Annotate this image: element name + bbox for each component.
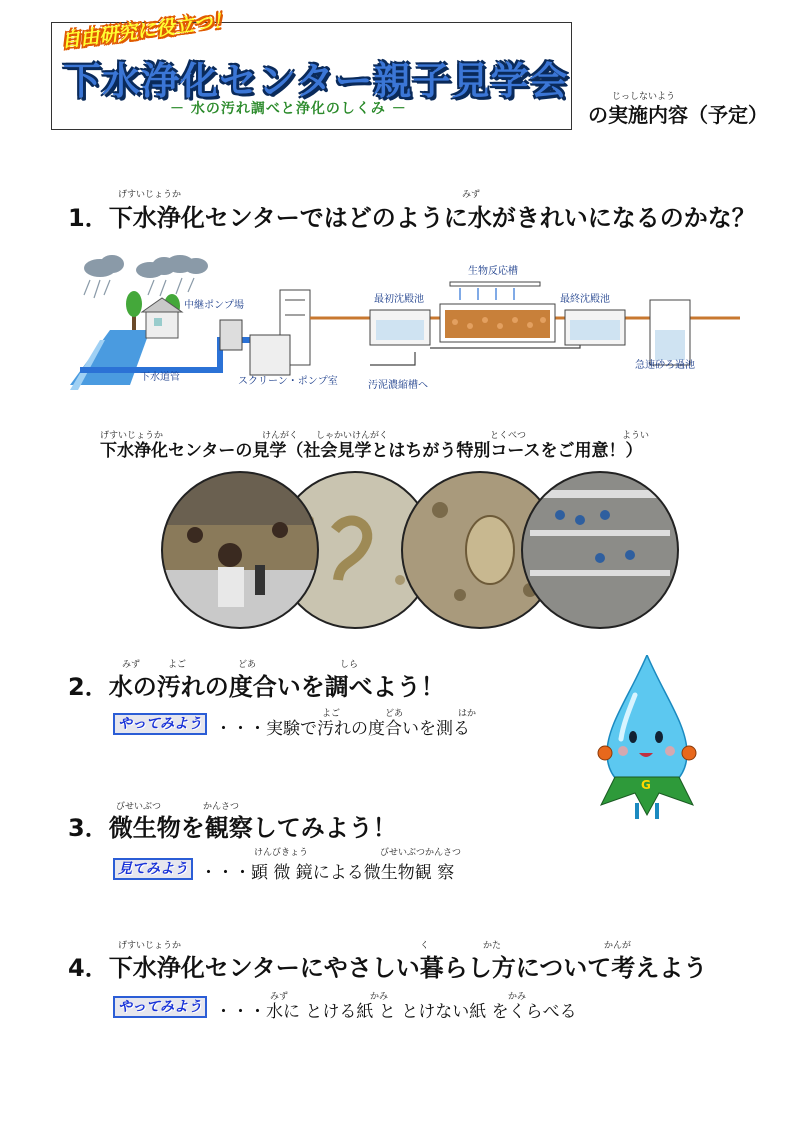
- s4-act-ruby-3: かみ: [508, 992, 527, 1002]
- label-screen-pump: スクリーン・ポンプ室: [238, 376, 338, 387]
- s2-ruby-2: よご: [168, 660, 187, 670]
- s1-ruby-a: げすいじょうか: [118, 190, 182, 200]
- s4-ruby-1: げすいじょうか: [118, 941, 182, 951]
- photo-collage: [160, 470, 680, 630]
- section3-activity: ・・・顕 微 鏡による微生物観 察: [200, 863, 455, 883]
- label-bio-tank: 生物反応槽: [468, 266, 518, 277]
- caption-ruby-5: ようい: [622, 431, 650, 441]
- caption-ruby-3: しゃかいけんがく: [316, 431, 389, 441]
- page-title: 下水浄化センター親子見学会: [63, 59, 569, 103]
- section2-heading: 2．水の汚れの度合いを調べよう！: [68, 673, 445, 701]
- s2-ruby-3: どあ: [238, 660, 257, 670]
- section1-heading: 1．下水浄化センターではどのように水がきれいになるのかな？: [68, 204, 756, 232]
- label-relay-pump: 中継ポンプ場: [184, 300, 244, 311]
- label-sludge: 汚泥濃縮槽へ: [368, 380, 428, 391]
- label-final-tank: 最終沈殿池: [560, 294, 610, 305]
- s2-act-ruby-2: どあ: [385, 709, 404, 719]
- caption-ruby-4: とくべつ: [490, 431, 527, 441]
- s3-ruby-1: びせいぶつ: [116, 802, 162, 812]
- schedule-ruby: じっしないよう: [612, 92, 676, 102]
- s2-ruby-1: みず: [122, 660, 141, 670]
- s4-act-ruby-2: かみ: [370, 992, 389, 1002]
- treatment-process-diagram: [70, 240, 740, 395]
- s4-act-ruby-1: みず: [270, 992, 289, 1002]
- s2-ruby-4: しら: [340, 660, 359, 670]
- schedule-label: の実施内容（予定）: [588, 103, 768, 127]
- s3-ruby-2: かんさつ: [203, 802, 240, 812]
- s2-act-ruby-1: よご: [322, 709, 341, 719]
- label-sewer-pipe: 下水道管: [140, 372, 180, 383]
- section4-heading: 4．下水浄化センターにやさしい暮らし方について考えよう: [68, 954, 708, 982]
- rain-cloud-icon: [84, 255, 208, 278]
- s3-act-ruby-2: びせいぶつかんさつ: [380, 848, 462, 858]
- section4-activity: ・・・水に とける紙 と とけない紙 をくらべる: [215, 1002, 577, 1022]
- section3-heading: 3．微生物を観察してみよう！: [68, 814, 397, 842]
- lab-classroom-photo: [160, 470, 320, 630]
- caption-ruby-2: けんがく: [262, 431, 299, 441]
- facility-tour-photo: [520, 470, 680, 630]
- mascot-letter: G: [641, 778, 651, 792]
- label-sand-filter: 急速砂ろ過池: [635, 360, 695, 371]
- water-drop-mascot: [595, 655, 700, 820]
- header-banner: 自由研究に役立つ！: [60, 9, 233, 53]
- s3-act-ruby-1: けんびきょう: [254, 848, 309, 858]
- try-badge-1: やってみよう: [113, 713, 207, 733]
- s2-act-ruby-3: はか: [458, 709, 477, 719]
- tour-caption: 下水浄化センターの見学（社会見学とはちがう特別コースをご用意！）: [100, 441, 643, 461]
- s1-ruby-b: みず: [462, 190, 481, 200]
- caption-ruby-1: げすいじょうか: [100, 431, 164, 441]
- s4-ruby-4: かんが: [604, 941, 632, 951]
- s4-ruby-3: かた: [483, 941, 502, 951]
- s4-ruby-2: く: [420, 941, 430, 951]
- label-primary-tank: 最初沈殿池: [374, 294, 424, 305]
- page-subtitle: － 水の汚れ調べと浄化のしくみ －: [170, 101, 407, 117]
- see-badge: 見てみよう: [113, 858, 193, 878]
- section2-activity: ・・・実験で汚れの度合いを測る: [215, 719, 470, 739]
- try-badge-2: やってみよう: [113, 996, 207, 1016]
